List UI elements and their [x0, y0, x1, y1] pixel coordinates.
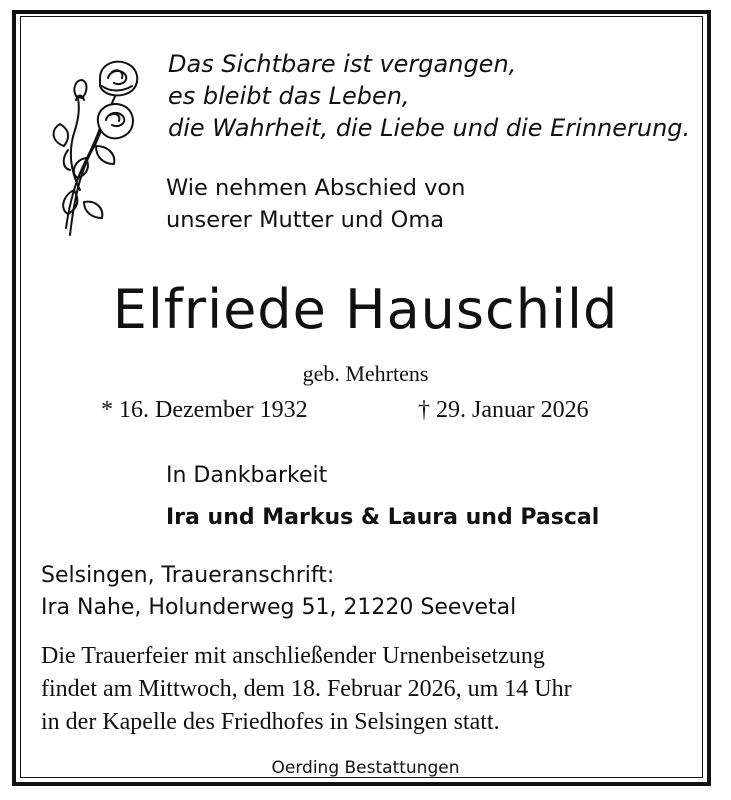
address-line: Ira Nahe, Holunderweg 51, 21220 Seevetal — [41, 595, 517, 620]
intro-line: Wie nehmen Abschied von — [166, 175, 466, 201]
deceased-name: Elfriede Hauschild — [112, 278, 619, 341]
funeral-line: in der Kapelle des Friedhofes in Selsingen statt. — [41, 709, 500, 735]
intro-line: unserer Mutter und Oma — [166, 207, 445, 233]
birth-date: * 16. Dezember 1932 — [101, 397, 308, 423]
mourners-intro: In Dankbarkeit — [166, 463, 328, 488]
funeral-line: Die Trauerfeier mit anschließender Urnenbeisetzung — [41, 643, 545, 669]
mourners-names: Ira und Markus & Laura und Pascal — [166, 505, 600, 530]
quote-line: Das Sichtbare ist vergangen, — [168, 50, 517, 78]
maiden-name: geb. Mehrtens — [302, 361, 429, 386]
undertaker-name: Oerding Bestattungen — [271, 758, 460, 778]
funeral-details — [41, 640, 572, 739]
announcement-intro — [166, 172, 465, 236]
rose-icon — [40, 50, 150, 240]
mourning-address — [41, 560, 516, 624]
funeral-line: findet am Mittwoch, dem 18. Februar 2026, um 14 Uhr — [41, 676, 572, 702]
address-line: Selsingen, Traueranschrift: — [41, 563, 335, 588]
quote-line: die Wahrheit, die Liebe und die Erinnerung. — [168, 114, 691, 142]
death-date: † 29. Januar 2026 — [418, 397, 589, 423]
memorial-quote — [168, 48, 690, 144]
quote-line: es bleibt das Leben, — [168, 82, 410, 110]
